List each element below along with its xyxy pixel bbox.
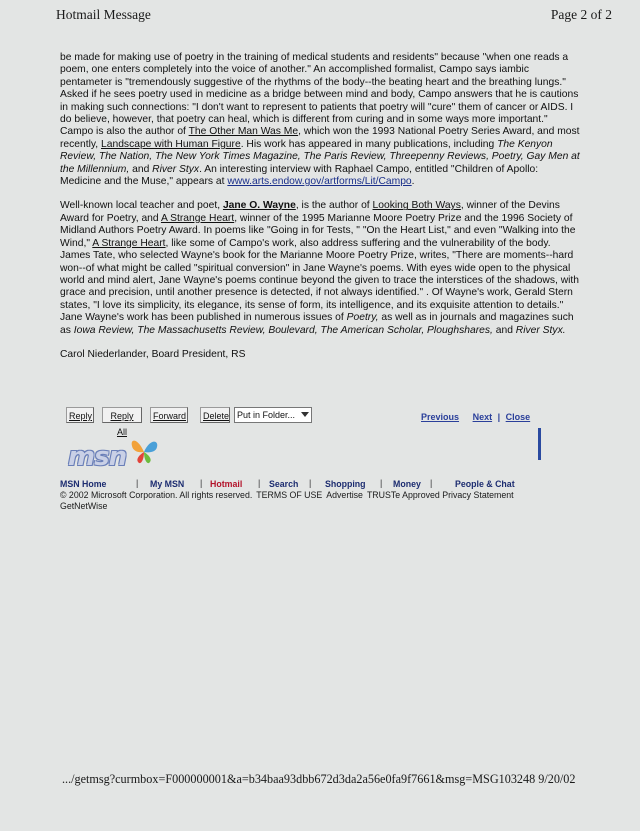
book-title-other-man: The Other Man Was Me bbox=[188, 126, 299, 138]
reply-all-label: Reply All bbox=[110, 411, 134, 437]
nav-shopping[interactable]: Shopping bbox=[325, 479, 366, 489]
book-title-looking: Looking Both Ways bbox=[372, 200, 461, 212]
msn-logo[interactable] bbox=[68, 436, 164, 472]
truste-link[interactable]: TRUSTe Approved Privacy Statement bbox=[366, 490, 514, 500]
book-title-strange-heart-2: A Strange Heart bbox=[92, 237, 166, 249]
msn-footer bbox=[60, 490, 530, 511]
getnetwise-link[interactable]: GetNetWise bbox=[60, 500, 108, 511]
print-header-page: Page 2 of 2 bbox=[550, 7, 612, 22]
para1-text-2: , which won the 1993 National Poetry Series Award, and most recently, bbox=[60, 126, 580, 150]
folder-select-value: Put in Folder... bbox=[237, 410, 296, 420]
paragraph-campo bbox=[60, 52, 580, 188]
reply-all-button[interactable] bbox=[102, 407, 142, 437]
publications-list: The Kenyon Review, The Nation, The New York Times Magazine, The Paris Review, Threepenny Reviews, Poetry, Gay Men at the Millennium, bbox=[60, 138, 580, 175]
copyright-text: © 2002 Microsoft Corporation. All rights reserved. bbox=[60, 490, 253, 500]
advertise-link[interactable]: Advertise bbox=[326, 490, 363, 500]
print-footer-url: .../getmsg?curmbox=F000000001&a=b34baa93dbb672d3da2a56e0fa9f7661&msg=MSG103248 9/20/02 bbox=[62, 772, 576, 786]
scroll-indicator-bar bbox=[538, 428, 541, 460]
para1-text-6: . bbox=[411, 176, 415, 188]
reply-button[interactable] bbox=[66, 407, 94, 423]
nav-msn-home[interactable]: MSN Home bbox=[60, 479, 107, 489]
nav-separator: | bbox=[258, 478, 261, 488]
para1-text-3: . His work has appeared in many publications, including bbox=[240, 138, 498, 150]
nav-my-msn[interactable]: My MSN bbox=[150, 479, 185, 489]
para2-text-6: as well as in journals and magazines such as bbox=[60, 312, 574, 336]
book-title-landscape: Landscape with Human Figure bbox=[101, 138, 241, 150]
publications-list-2: Iowa Review, The Massachusetts Review, Boulevard, The American Scholar, Ploughshares, bbox=[73, 324, 493, 336]
interview-link[interactable]: www.arts.endow.gov/artforms/Lit/Campo bbox=[227, 176, 412, 188]
nav-money[interactable]: Money bbox=[393, 479, 421, 489]
pager-separator bbox=[465, 412, 468, 422]
para1-text-1: be made for making use of poetry in the training of medical students and residents" because "when one reads a poem, one enters completely into the voice of another." An accomplished formalist, Campo says iambic pentameter is "tremendously suggestive of the rhythms of the body--the beating heart and the breathing lungs." Asked if he sees poetry used in medicine as a bridge between mind and body, Campo answers that he is cautions in making such connections: "I don't want to represent to patients that poetry will "cure" them of cancer or AIDS. I do believe, however, that poetry can heal, which is different from curing and in some ways more important." Campo is also the author of bbox=[60, 52, 579, 138]
print-header-title: Hotmail Message bbox=[56, 7, 151, 22]
para2-text-3: , winner of the Devins Award for Poetry, and bbox=[60, 200, 560, 224]
publication-river-styx-2: River Styx. bbox=[515, 324, 566, 336]
poet-name: Jane O. Wayne bbox=[222, 200, 296, 212]
msn-logo-text: msn bbox=[68, 442, 127, 472]
paragraph-wayne bbox=[60, 200, 580, 336]
para2-text-5: , like some of Campo's work, also address suffering and the vulnerability of the body. James Tate, who selected Wayne's book for the Marianne Moore Poetry Prize, writes, "There are moments--hard won--of what might be called "spiritual conversion" in Jane Wayne's poems. With eyes wide open to the physical world and mind alert, Jane Wayne's poems continue beyond the given to trace the interstices of the shadows, with grace and precision, until another presence is detected, if not always identified." . Of Wayne's work, Gerald Stern states, "I love its simplicity, its elegance, its sense of form, its intelligence, and its exquisite attention to details." Jane Wayne's work has been published in numerous issues of bbox=[60, 237, 580, 324]
nav-separator: | bbox=[430, 478, 433, 488]
para2-text-7: and bbox=[492, 324, 516, 336]
pager-separator: | bbox=[497, 412, 501, 422]
publication-river-styx: River Styx bbox=[152, 163, 200, 175]
next-link[interactable]: Next bbox=[472, 412, 493, 422]
para2-text-2: , is the author of bbox=[295, 200, 373, 212]
para1-text-5: . An interesting interview with Raphael Campo, entitled "Children of Apollo: Medicine and the Muse," appears at bbox=[60, 163, 539, 188]
book-title-strange-heart: A Strange Heart bbox=[160, 212, 235, 224]
publication-poetry: Poetry, bbox=[346, 312, 379, 324]
close-link[interactable]: Close bbox=[505, 412, 531, 422]
message-body bbox=[60, 52, 580, 373]
message-pager bbox=[421, 412, 530, 422]
folder-select[interactable] bbox=[234, 407, 312, 423]
nav-people-chat[interactable]: People & Chat bbox=[455, 479, 515, 489]
forward-label: Forward bbox=[153, 411, 187, 421]
nav-separator: | bbox=[380, 478, 383, 488]
nav-search[interactable]: Search bbox=[269, 479, 299, 489]
signature: Carol Niederlander, Board President, RS bbox=[60, 348, 246, 360]
dropdown-arrow-icon bbox=[301, 412, 309, 417]
para2-text-1: Well-known local teacher and poet, bbox=[60, 200, 223, 212]
delete-button[interactable] bbox=[200, 407, 230, 423]
para2-text-4: , winner of the 1995 Marianne Moore Poetry Prize and the 1996 Society of Midland Authors Poetry Award. In poems like "Going in for Tests, " "On the Heart List," and even "Walking into the Wind," bbox=[60, 212, 576, 249]
para1-text-4: and bbox=[129, 163, 153, 175]
nav-hotmail[interactable]: Hotmail bbox=[210, 479, 243, 489]
nav-separator: | bbox=[200, 478, 203, 488]
forward-button[interactable] bbox=[150, 407, 188, 423]
nav-separator: | bbox=[136, 478, 139, 488]
terms-of-use-link[interactable]: TERMS OF USE bbox=[256, 490, 323, 500]
nav-separator: | bbox=[309, 478, 312, 488]
delete-label: Delete bbox=[203, 411, 230, 421]
previous-link[interactable]: Previous bbox=[421, 412, 460, 422]
reply-label: Reply bbox=[69, 411, 93, 421]
butterfly-icon bbox=[128, 436, 162, 466]
